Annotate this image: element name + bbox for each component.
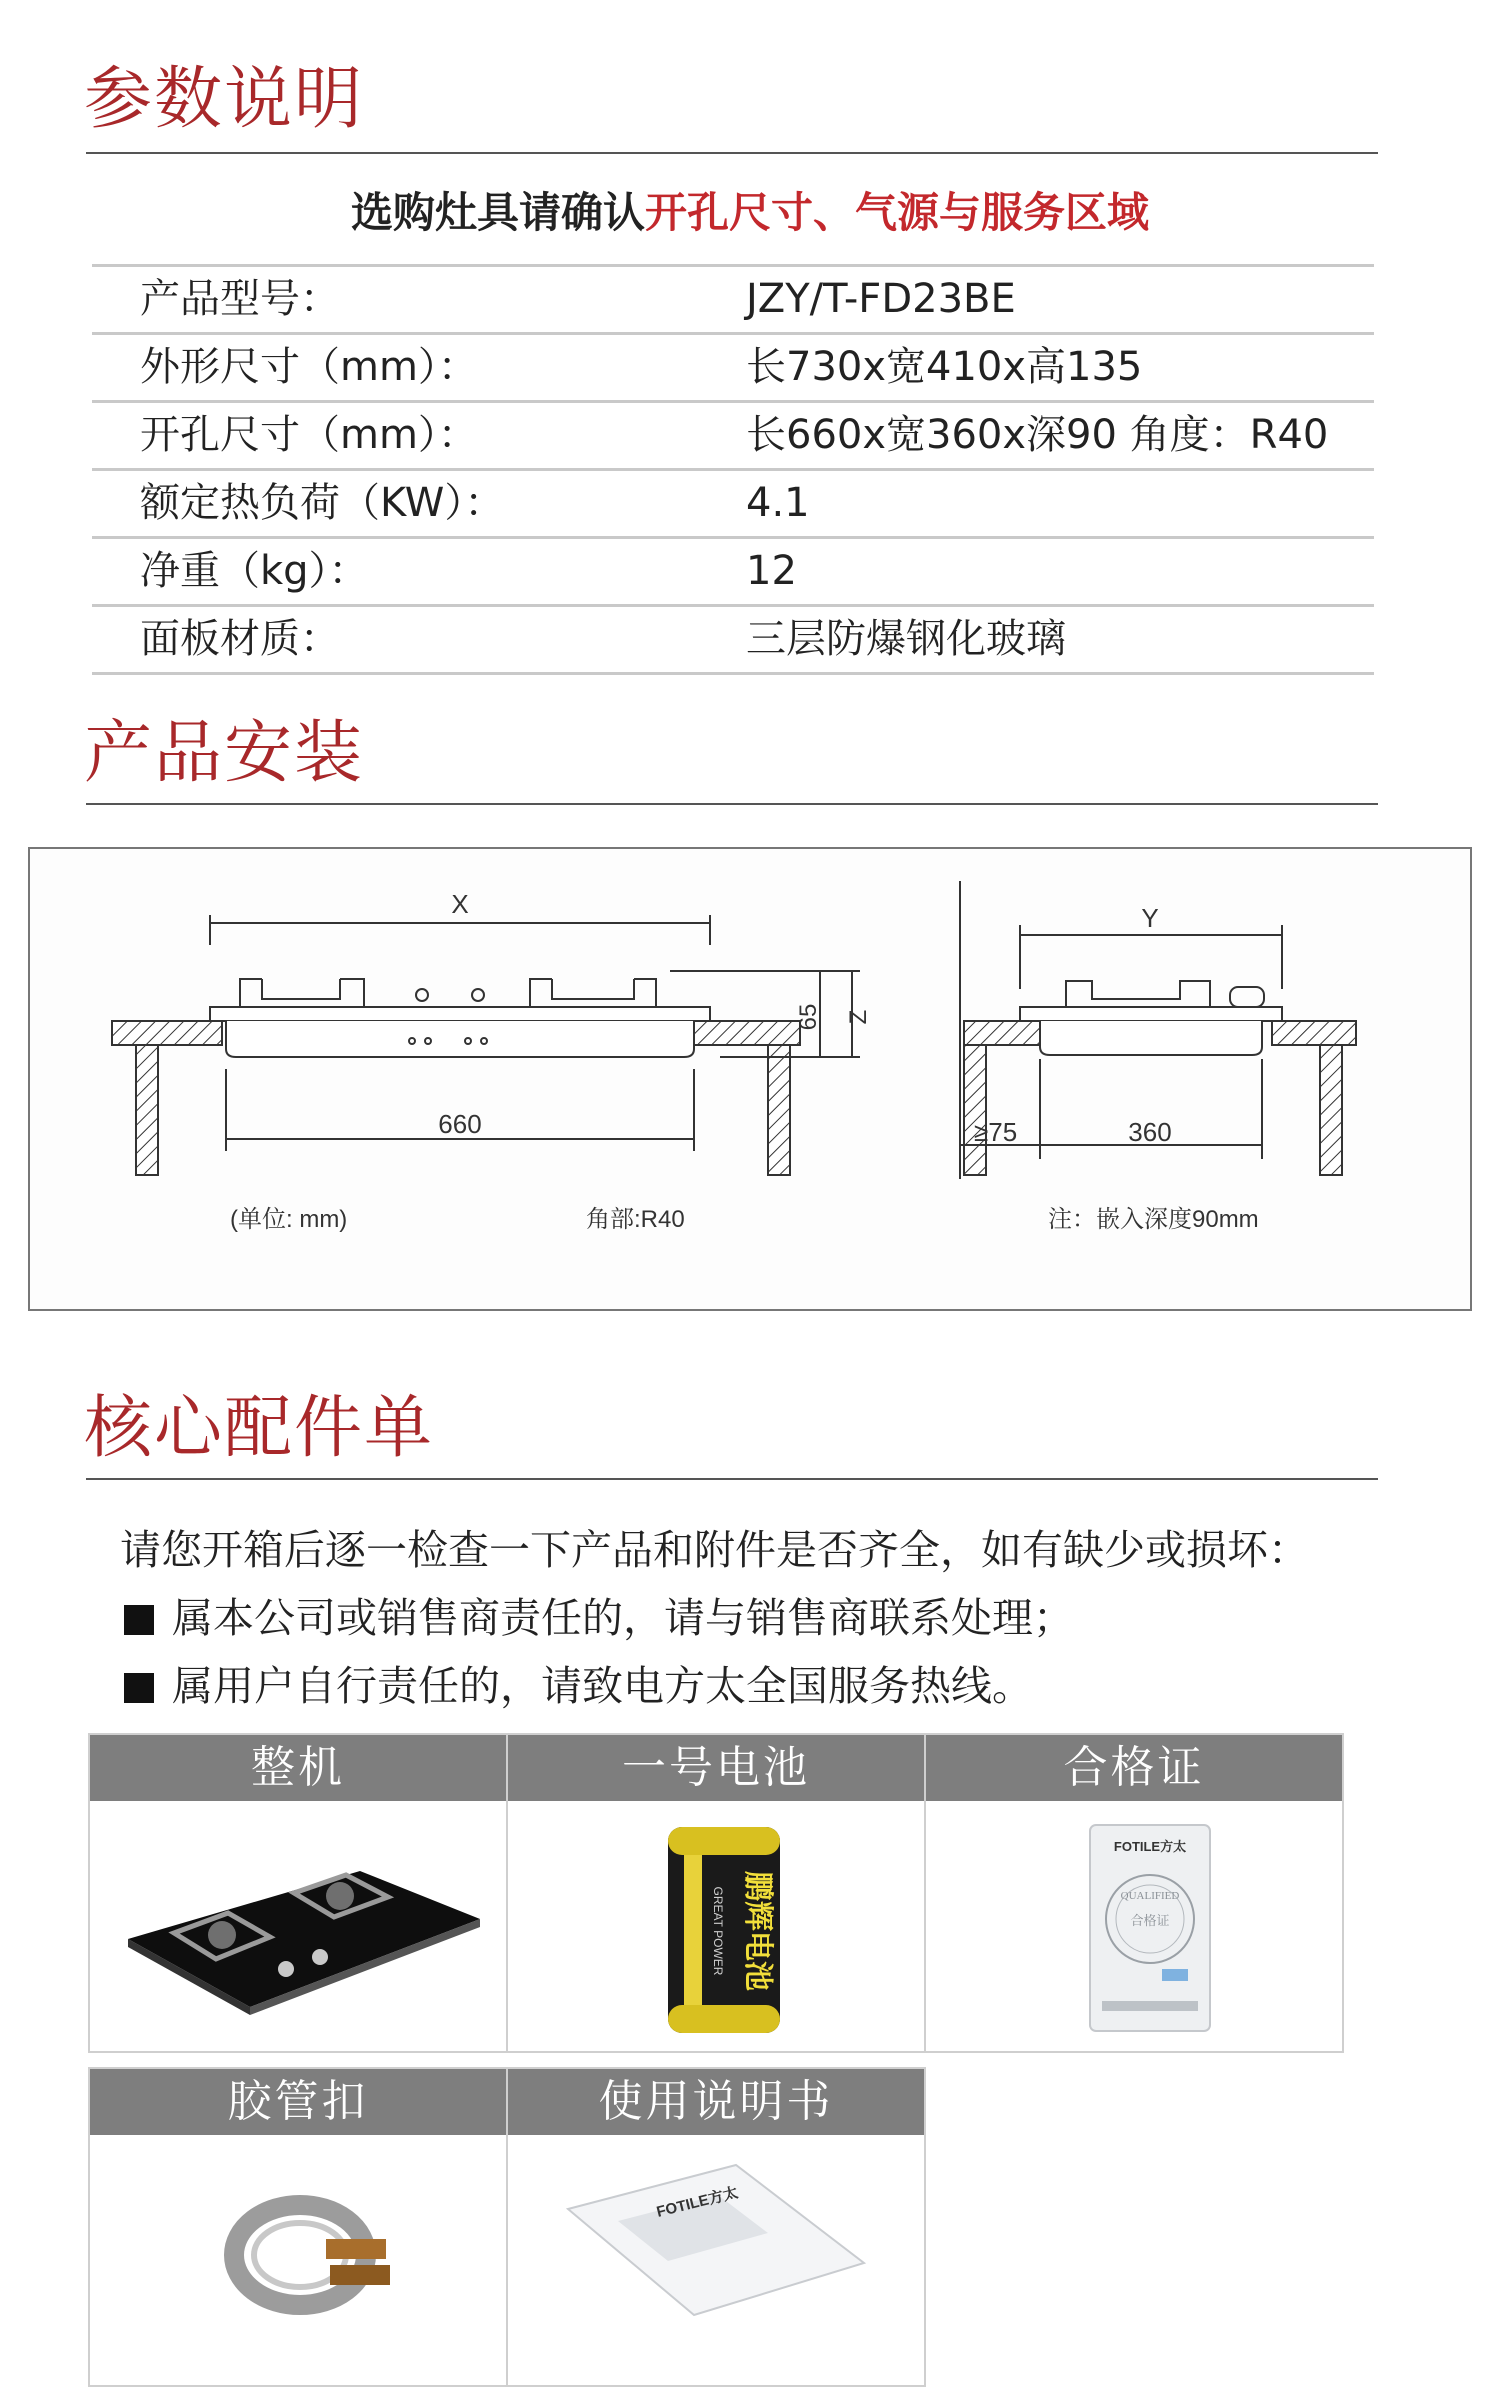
spec-key: 产品型号： [140,276,340,322]
cabinet-wall [964,1045,986,1175]
accessory-label: 一号电池 [508,1735,924,1801]
cabinet-right [768,1045,790,1175]
bullet-item [124,1588,1074,1648]
accessory-cell-certificate [924,1733,1344,2053]
cert-qualified: QUALIFIED [1120,1890,1180,1902]
spec-value: JZY/T-FD23BE [746,276,1016,322]
params-title-rule [86,152,1378,154]
spec-row-panel [92,604,1374,675]
counter-right [690,1021,800,1045]
counter-left [112,1021,222,1045]
dim-x-label: X [451,889,469,919]
accessories-title-rule [86,1478,1378,1480]
spec-value: 12 [746,548,797,594]
burner-left-icon [240,979,364,1007]
dim-y-label: Y [1141,903,1159,933]
hob-side-panel [1020,1007,1282,1021]
install-title: 产品安装 [84,714,365,793]
spec-key: 额定热负荷（KW）： [140,480,505,526]
purchase-note-prefix: 选购灶具请确认 [350,188,645,237]
cert-brand: FOTILE方太 [1113,1839,1187,1854]
accessory-label: 使用说明书 [508,2069,924,2135]
unit-note: (单位: mm) [230,1206,348,1233]
install-title-rule [86,803,1378,805]
purchase-note-highlight: 开孔尺寸、气源与服务区域 [645,188,1150,237]
hob-body [226,1021,694,1057]
accessories-intro: 请您开箱后逐一检查一下产品和附件是否齐全，如有缺少或损坏： [120,1526,1309,1574]
accessory-cell-battery [506,1733,926,2053]
spec-key: 面板材质： [140,616,340,662]
bullet-square-icon [124,1605,154,1635]
dim-65-label: 65 [795,1003,822,1031]
spec-row-outer-size [92,332,1374,400]
battery-brand: GREAT POWER [711,1886,725,1976]
manual-brand: FOTILE方太 [654,2184,740,2221]
accessory-cell-hose-clamp [88,2067,508,2387]
accessory-cell-manual [506,2067,926,2387]
certificate-icon [926,1801,1342,2051]
spec-row-weight [92,536,1374,604]
spec-key: 开孔尺寸（mm）： [140,412,478,458]
spec-key: 外形尺寸（mm）： [140,344,478,390]
battery-text: 鹏辉电池 [740,1871,775,1991]
accessory-label: 胶管扣 [90,2069,506,2135]
hob-image [90,1801,506,2051]
battery-icon [508,1801,924,2051]
spec-row-cutout-size [92,400,1374,468]
accessory-label: 整机 [90,1735,506,1801]
accessory-cell-hob [88,1733,508,2053]
corner-note: 角部:R40 [586,1206,685,1233]
bullet-text: 属用户自行责任的，请致电方太全国服务热线。 [172,1662,1033,1710]
certificate-image [926,1801,1342,2051]
spec-value: 长730x宽410x高135 [746,344,1143,390]
spec-value: 三层防爆钢化玻璃 [746,616,1066,662]
bullet-item [124,1656,1033,1716]
depth-note: 注：嵌入深度90mm [1048,1206,1259,1233]
purchase-note [0,183,1500,243]
burner-right-icon [530,979,656,1007]
accessory-label: 合格证 [926,1735,1342,1801]
spec-row-model [92,264,1374,332]
gas-hob-icon [90,1801,506,2051]
params-title: 参数说明 [84,60,365,139]
battery-image [508,1801,924,2051]
counter-far [1272,1021,1356,1045]
dim-360-label: 360 [1128,1117,1172,1147]
cabinet-left [136,1045,158,1175]
counter-wall [964,1021,1040,1045]
dim-75-label: ≥75 [974,1117,1018,1147]
manual-icon [508,2135,924,2385]
spec-row-heat-load [92,468,1374,536]
hob-panel [210,1007,710,1021]
spec-key: 净重（kg）： [140,548,369,594]
dim-z-label: Z [845,1009,872,1025]
spec-table [92,264,1374,675]
spec-value: 4.1 [746,480,810,526]
hose-clamp-image [90,2135,506,2385]
dim-660-label: 660 [438,1109,482,1139]
hose-clamp-icon [90,2135,506,2385]
install-drawing [30,849,1470,1309]
bullet-square-icon [124,1673,154,1703]
cabinet-far [1320,1045,1342,1175]
install-diagram [28,847,1472,1311]
accessories-title: 核心配件单 [84,1389,435,1468]
cert-cn: 合格证 [1130,1914,1170,1929]
spec-value: 长660x宽360x深90 角度：R40 [746,412,1329,458]
manual-image [508,2135,924,2385]
burner-side-icon [1066,981,1210,1007]
bullet-text: 属本公司或销售商责任的，请与销售商联系处理； [172,1594,1074,1642]
